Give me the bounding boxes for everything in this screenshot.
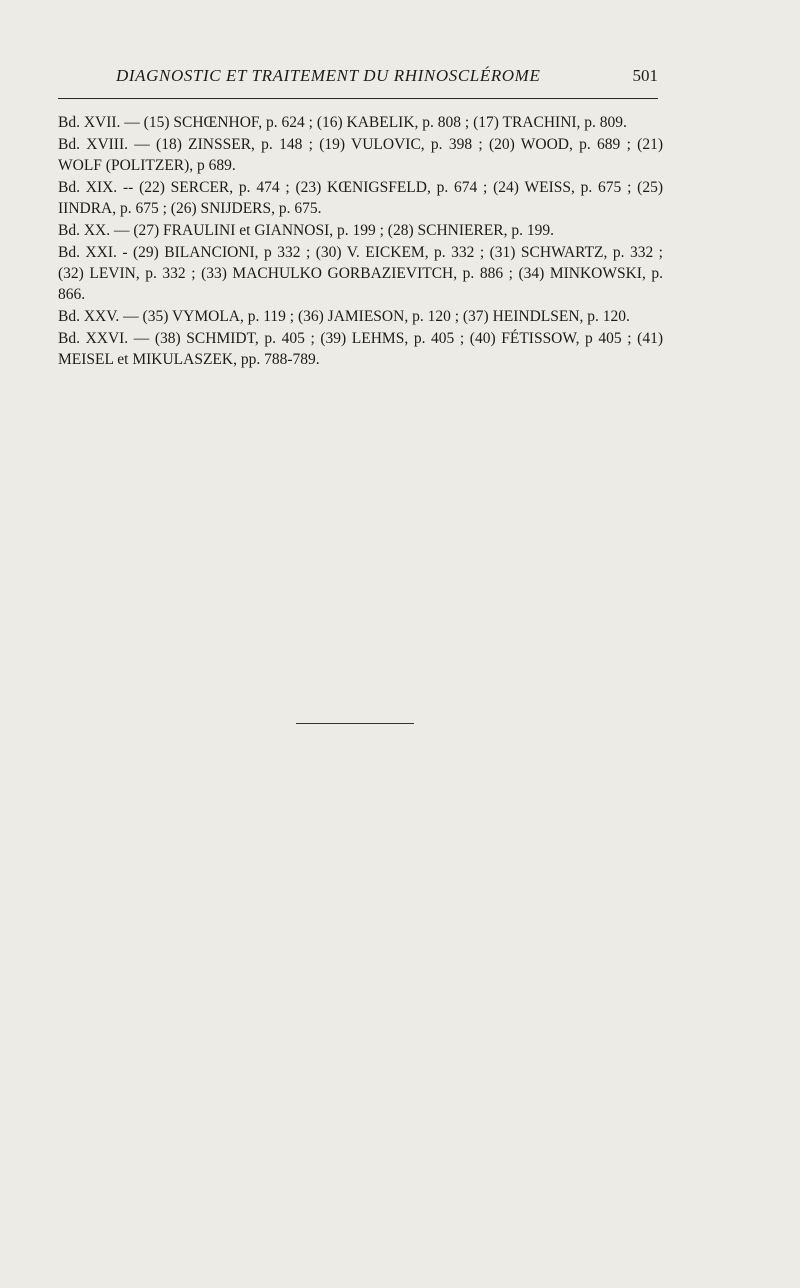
page-number: 501 (632, 66, 658, 85)
reference-entry: Bd. XXVI. — (38) SCHMIDT, p. 405 ; (39) LEHMS, p. 405 ; (40) FÉTISSOW, p 405 ; (41) MEISEL et MIKULASZEK, pp. 788-789. (58, 330, 663, 368)
reference-entry: Bd. XVIII. — (18) ZINSSER, p. 148 ; (19) VULOVIC, p. 398 ; (20) WOOD, p. 689 ; (21) WOLF (POLITZER), p 689. (58, 136, 663, 174)
reference-entry: Bd. XXV. — (35) VYMOLA, p. 119 ; (36) JAMIESON, p. 120 ; (37) HEINDLSEN, p. 120. (58, 308, 630, 325)
reference-list (58, 112, 663, 371)
page-header (58, 64, 658, 92)
reference-entry: Bd. XVII. — (15) SCHŒNHOF, p. 624 ; (16) KABELIK, p. 808 ; (17) TRACHINI, p. 809. (58, 114, 627, 131)
running-title: DIAGNOSTIC ET TRAITEMENT DU RHINOSCLÉROME (116, 66, 541, 85)
reference-entry: Bd. XXI. - (29) BILANCIONI, p 332 ; (30) V. EICKEM, p. 332 ; (31) SCHWARTZ, p. 332 ; (32) LEVIN, p. 332 ; (33) MACHULKO GORBAZIEVITCH, p. 886 ; (34) MINKOWSKI, p. 866. (58, 244, 663, 303)
reference-entry: Bd. XX. — (27) FRAULINI et GIANNOSI, p. 199 ; (28) SCHNIERER, p. 199. (58, 222, 554, 239)
section-separator (296, 723, 414, 724)
reference-entry: Bd. XIX. -- (22) SERCER, p. 474 ; (23) KŒNIGSFELD, p. 674 ; (24) WEISS, p. 675 ; (25) IINDRA, p. 675 ; (26) SNIJDERS, p. 675. (58, 179, 663, 217)
header-rule (58, 98, 658, 99)
